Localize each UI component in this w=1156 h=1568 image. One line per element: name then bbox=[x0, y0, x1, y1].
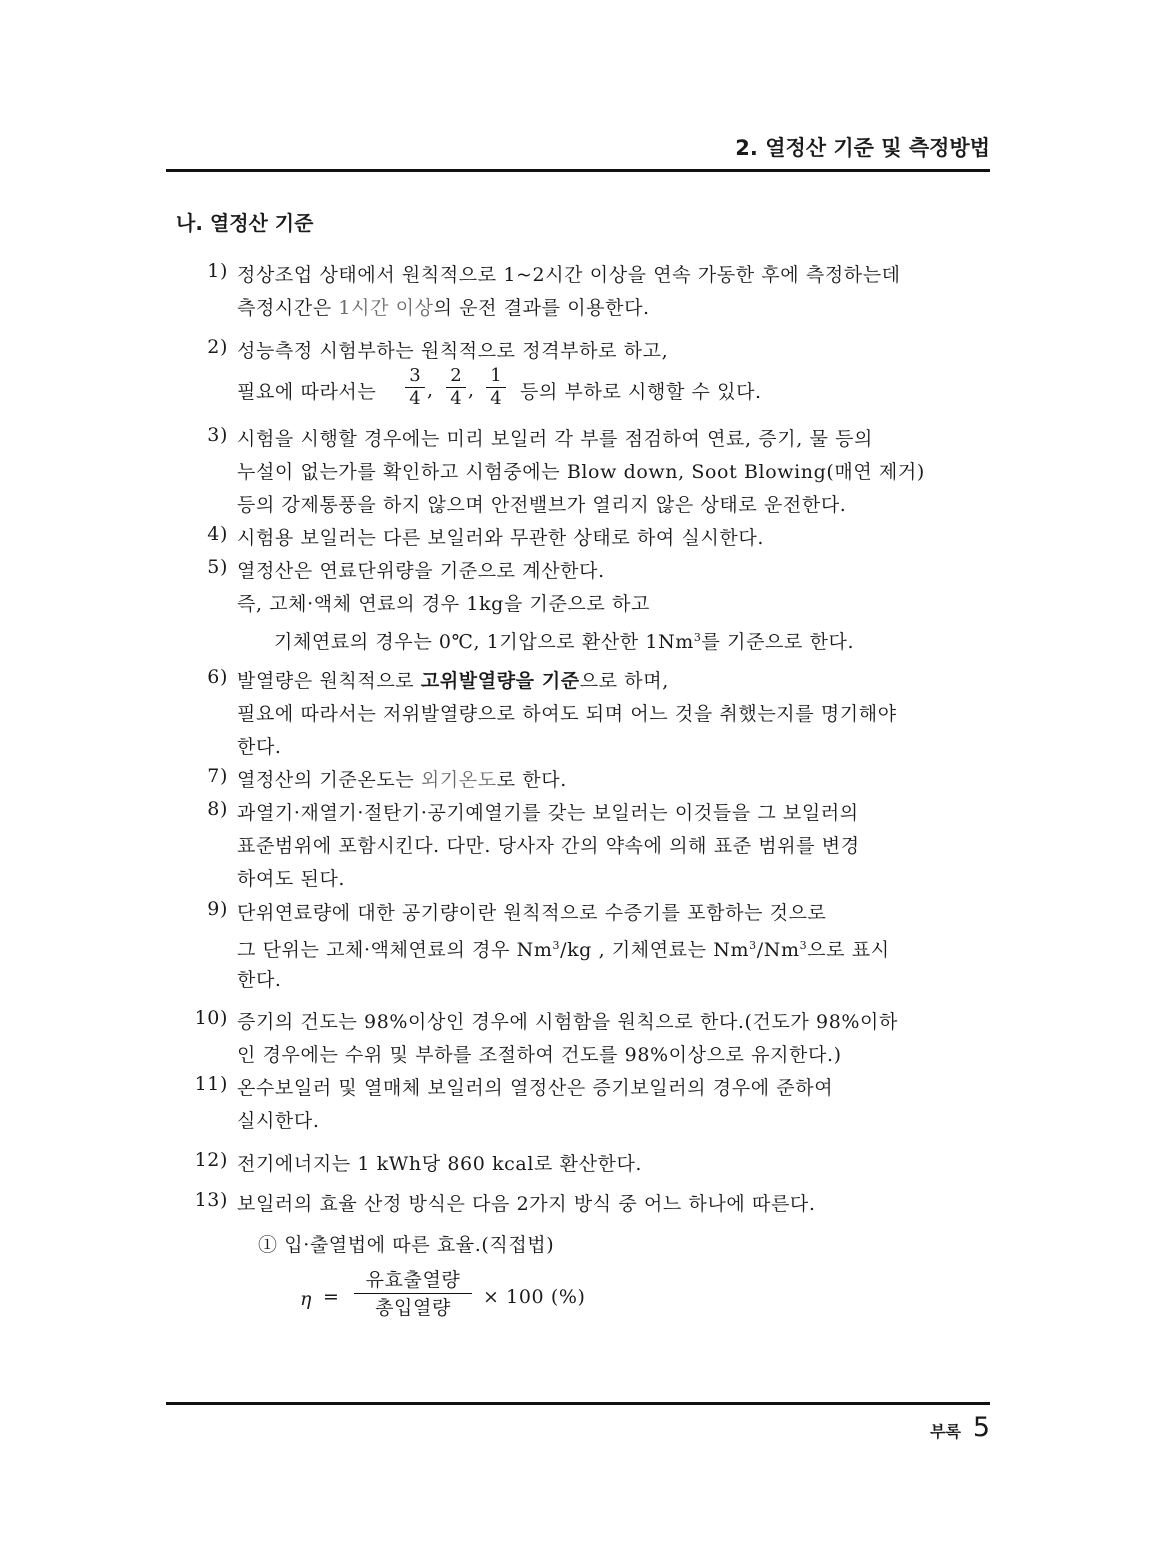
item-6-line-2: 필요에 따라서는 저위발열량으로 하여도 되며 어느 것을 취했는지를 명기해야 bbox=[237, 703, 897, 725]
item-8-line-2: 표준범위에 포함시킨다. 다만. 당사자 간의 약속에 의해 표준 범위를 변경 bbox=[237, 835, 860, 857]
item-11-number: 11) bbox=[194, 1073, 228, 1095]
footer-label: 부록 bbox=[930, 1422, 961, 1441]
page-number: 5 bbox=[972, 1412, 990, 1443]
item-2-number: 2) bbox=[207, 336, 228, 358]
item-9-line-1: 단위연료량에 대한 공기량이란 원칙적으로 수증기를 포함하는 것으로 bbox=[237, 902, 827, 924]
item-3-number: 3) bbox=[207, 424, 228, 446]
item-8-line-3: 하여도 된다. bbox=[237, 868, 346, 890]
item-7-highlight: 외기온도 bbox=[420, 769, 497, 791]
item-8-number: 8) bbox=[207, 798, 228, 820]
item-11-line-1: 온수보일러 및 열매체 보일러의 열정산은 증기보일러의 경우에 준하여 bbox=[237, 1077, 834, 1099]
item-5-line-1: 열정산은 연료단위량을 기준으로 계산한다. bbox=[237, 560, 605, 582]
item-1-line-2: 측정시간은 1시간 이상의 운전 결과를 이용한다. bbox=[237, 297, 650, 319]
footer-rule bbox=[166, 1402, 990, 1405]
formula-eta: η bbox=[300, 1288, 312, 1310]
item-5-line-2: 즉, 고체·액체 연료의 경우 1kg을 기준으로 하고 bbox=[237, 593, 650, 615]
item-1-highlight: 1시간 이상 bbox=[338, 297, 434, 319]
fraction-2-4: $\frac{2}{4}$ bbox=[446, 365, 466, 410]
item-1-line-1: 정상조업 상태에서 원칙적으로 1~2시간 이상을 연속 가동한 후에 측정하는데 bbox=[237, 264, 901, 286]
fraction-comma-2: , bbox=[468, 379, 475, 401]
item-7-number: 7) bbox=[207, 765, 228, 787]
item-7-line-1: 열정산의 기준온도는 외기온도로 한다. bbox=[237, 769, 567, 791]
page-header-title: 2. 열정산 기준 및 측정방법 bbox=[735, 136, 990, 160]
item-6-number: 6) bbox=[207, 666, 228, 688]
item-3-line-1: 시험을 시행할 경우에는 미리 보일러 각 부를 점검하여 연료, 증기, 물 등의 bbox=[237, 428, 873, 450]
item-4-number: 4) bbox=[207, 523, 228, 545]
item-3-line-3: 등의 강제통풍을 하지 않으며 안전밸브가 열리지 않은 상태로 운전한다. bbox=[237, 494, 847, 516]
item-6-line-3: 한다. bbox=[237, 736, 282, 758]
item-13-line-1: 보일러의 효율 산정 방식은 다음 2가지 방식 중 어느 하나에 따른다. bbox=[237, 1193, 816, 1215]
item-13-sub-item: ① 입·출열법에 따른 효율.(직접법) bbox=[258, 1234, 555, 1256]
formula-multiplier: × 100 (%) bbox=[483, 1286, 586, 1308]
fraction-comma-1: , bbox=[427, 379, 434, 401]
item-10-number: 10) bbox=[194, 1007, 228, 1029]
fraction-1-4: $\frac{1}{4}$ bbox=[486, 365, 506, 410]
header-rule bbox=[166, 169, 990, 172]
item-12-number: 12) bbox=[194, 1149, 228, 1171]
item-11-line-2: 실시한다. bbox=[237, 1110, 320, 1132]
section-title: 나. 열정산 기준 bbox=[176, 211, 314, 235]
item-10-line-1: 증기의 건도는 98%이상인 경우에 시험함을 원칙으로 한다.(건도가 98%이하 bbox=[237, 1011, 898, 1033]
item-2-line-1: 성능측정 시험부하는 원칙적으로 정격부하로 하고, bbox=[237, 340, 669, 362]
item-8-line-1: 과열기·재열기·절탄기·공기예열기를 갖는 보일러는 이것들을 그 보일러의 bbox=[237, 802, 859, 824]
fraction-3-4: $\frac{3}{4}$ bbox=[405, 365, 425, 410]
item-2-line-2b: 등의 부하로 시행할 수 있다. bbox=[520, 381, 762, 403]
item-4-line-1: 시험용 보일러는 다른 보일러와 무관한 상태로 하여 실시한다. bbox=[237, 527, 764, 549]
formula-equals: = bbox=[323, 1286, 340, 1308]
item-12-line-1: 전기에너지는 1 kWh당 860 kcal로 환산한다. bbox=[237, 1153, 643, 1175]
item-10-line-2: 인 경우에는 수위 및 부하를 조절하여 건도를 98%이상으로 유지한다.) bbox=[237, 1044, 842, 1066]
item-2-line-2a: 필요에 따라서는 bbox=[237, 381, 377, 403]
formula-numerator: 유효출열량 bbox=[354, 1268, 472, 1294]
formula-denominator: 총입열량 bbox=[375, 1297, 451, 1319]
item-9-line-2: 그 단위는 고체·액체연료의 경우 Nm$^3$/kg , 기체연료는 Nm$^3$/Nm$^3$으로 표시 bbox=[237, 939, 890, 961]
item-6-line-1: 발열량은 원칙적으로 고위발열량을 기준으로 하며, bbox=[237, 670, 669, 692]
item-1-number: 1) bbox=[207, 260, 228, 282]
item-5-number: 5) bbox=[207, 556, 228, 578]
item-5-line-3: 기체연료의 경우는 0℃, 1기압으로 환산한 1Nm$^3$를 기준으로 한다. bbox=[274, 631, 855, 653]
item-9-line-3: 한다. bbox=[237, 969, 282, 991]
item-6-bold-text: 고위발열량을 기준 bbox=[420, 670, 580, 692]
item-3-line-2: 누설이 없는가를 확인하고 시험중에는 Blow down, Soot Blowing(매연 제거) bbox=[237, 461, 925, 483]
item-13-number: 13) bbox=[194, 1189, 228, 1211]
item-9-number: 9) bbox=[207, 898, 228, 920]
